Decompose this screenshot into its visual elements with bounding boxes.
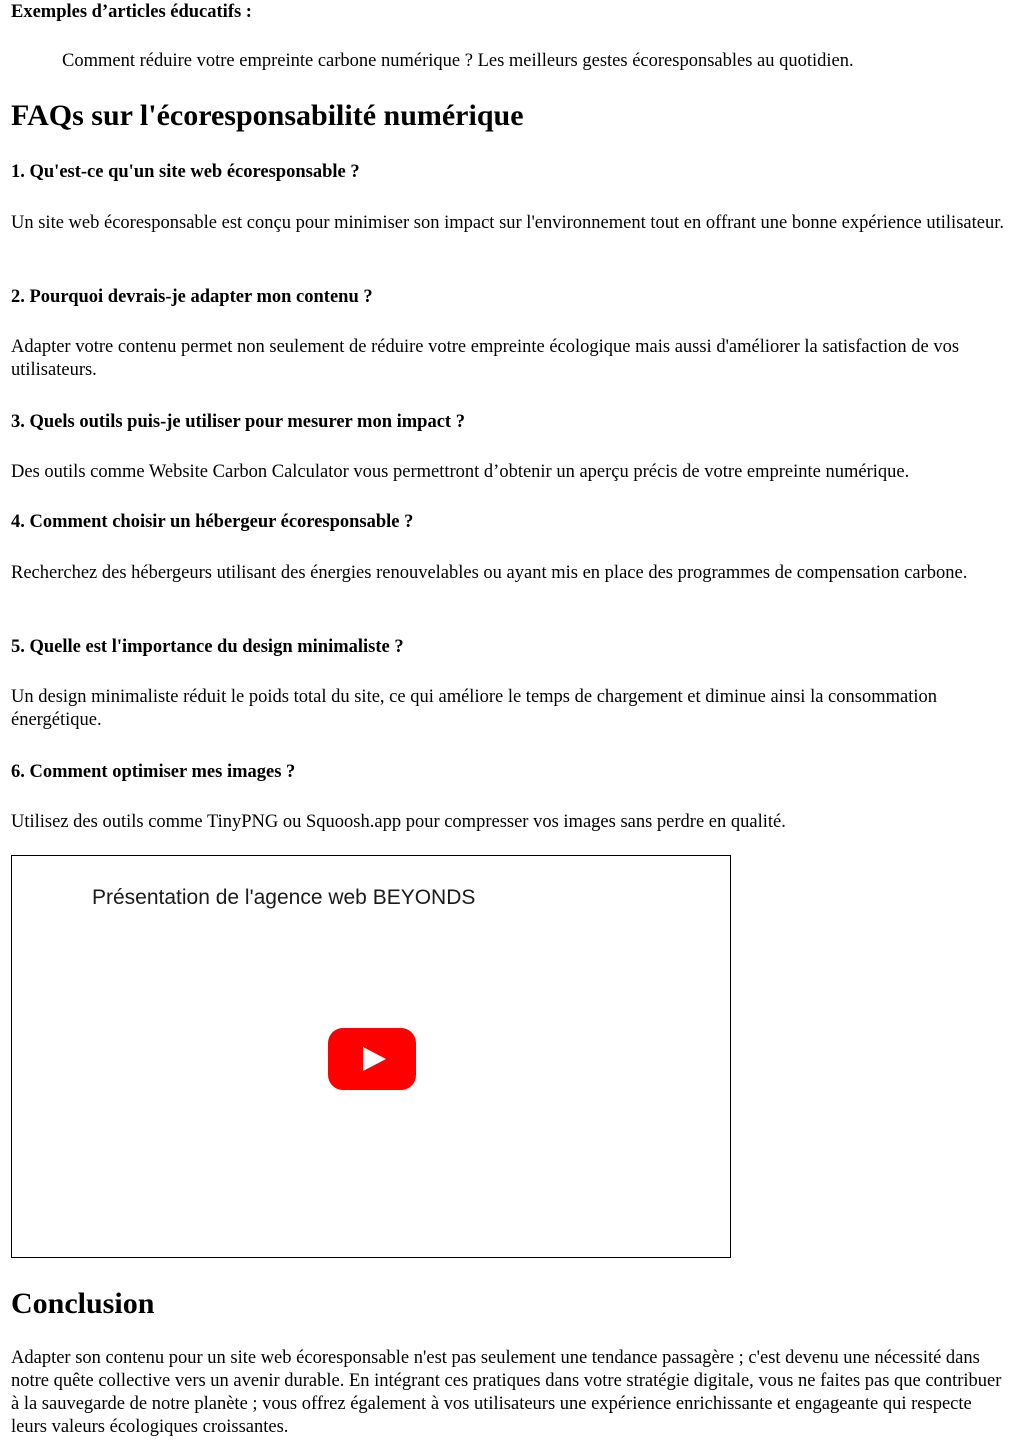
faq-answer: Recherchez des hébergeurs utilisant des énergies renouvelables ou ayant mis en place des programmes de compensation carbone. (11, 563, 968, 583)
faq-answer: Des outils comme Website Carbon Calculator vous permettront d’obtenir un aperçu précis de votre empreinte numérique. (11, 462, 910, 482)
faq-question: 4. Comment choisir un hébergeur écoresponsable ? (11, 512, 414, 532)
conclusion-text: Adapter son contenu pour un site web écoresponsable n'est pas seulement une tendance passagère ; c'est devenu une nécessité dans notre quête collective vers un avenir durable. En intégrant ces pratiques dans votre stratégie digitale, vous ne faites pas que contribuer à la sauvegarde de notre planète ; vous offrez également à vos utilisateurs une expérience enrichissante et engageante qui respecte leurs valeurs écologiques croissantes. (11, 1348, 1002, 1437)
faq-question: 6. Comment optimiser mes images ? (11, 762, 296, 782)
faq-answer: Un site web écoresponsable est conçu pour minimiser son impact sur l'environnement tout en offrant une bonne expérience utilisateur. (11, 213, 1004, 233)
examples-lead: Exemples d’articles éducatifs : (11, 2, 252, 22)
faq-question: 5. Quelle est l'importance du design minimaliste ? (11, 637, 404, 657)
faq-question: 1. Qu'est-ce qu'un site web écoresponsable ? (11, 162, 360, 182)
video-title[interactable]: Présentation de l'agence web BEYONDS (92, 886, 476, 909)
faq-question: 2. Pourquoi devrais-je adapter mon contenu ? (11, 287, 373, 307)
faq-question: 3. Quels outils puis-je utiliser pour mesurer mon impact ? (11, 412, 465, 432)
faq-answer: Adapter votre contenu permet non seulement de réduire votre empreinte écologique mais aussi d'améliorer la satisfaction de vos utilisateurs. (11, 337, 960, 380)
faq-answer: Utilisez des outils comme TinyPNG ou Squoosh.app pour compresser vos images sans perdre en qualité. (11, 812, 786, 832)
conclusion-title: Conclusion (11, 1287, 155, 1320)
faq-section-title: FAQs sur l'écoresponsabilité numérique (11, 99, 524, 132)
faq-answer: Un design minimaliste réduit le poids total du site, ce qui améliore le temps de chargement et diminue ainsi la consommation énergétique. (11, 687, 937, 730)
youtube-play-icon[interactable] (328, 1028, 416, 1090)
youtube-video-embed[interactable] (11, 855, 731, 1258)
example-article-item: Comment réduire votre empreinte carbone numérique ? Les meilleurs gestes écoresponsables au quotidien. (62, 51, 854, 71)
play-button-graphic (328, 1028, 416, 1090)
